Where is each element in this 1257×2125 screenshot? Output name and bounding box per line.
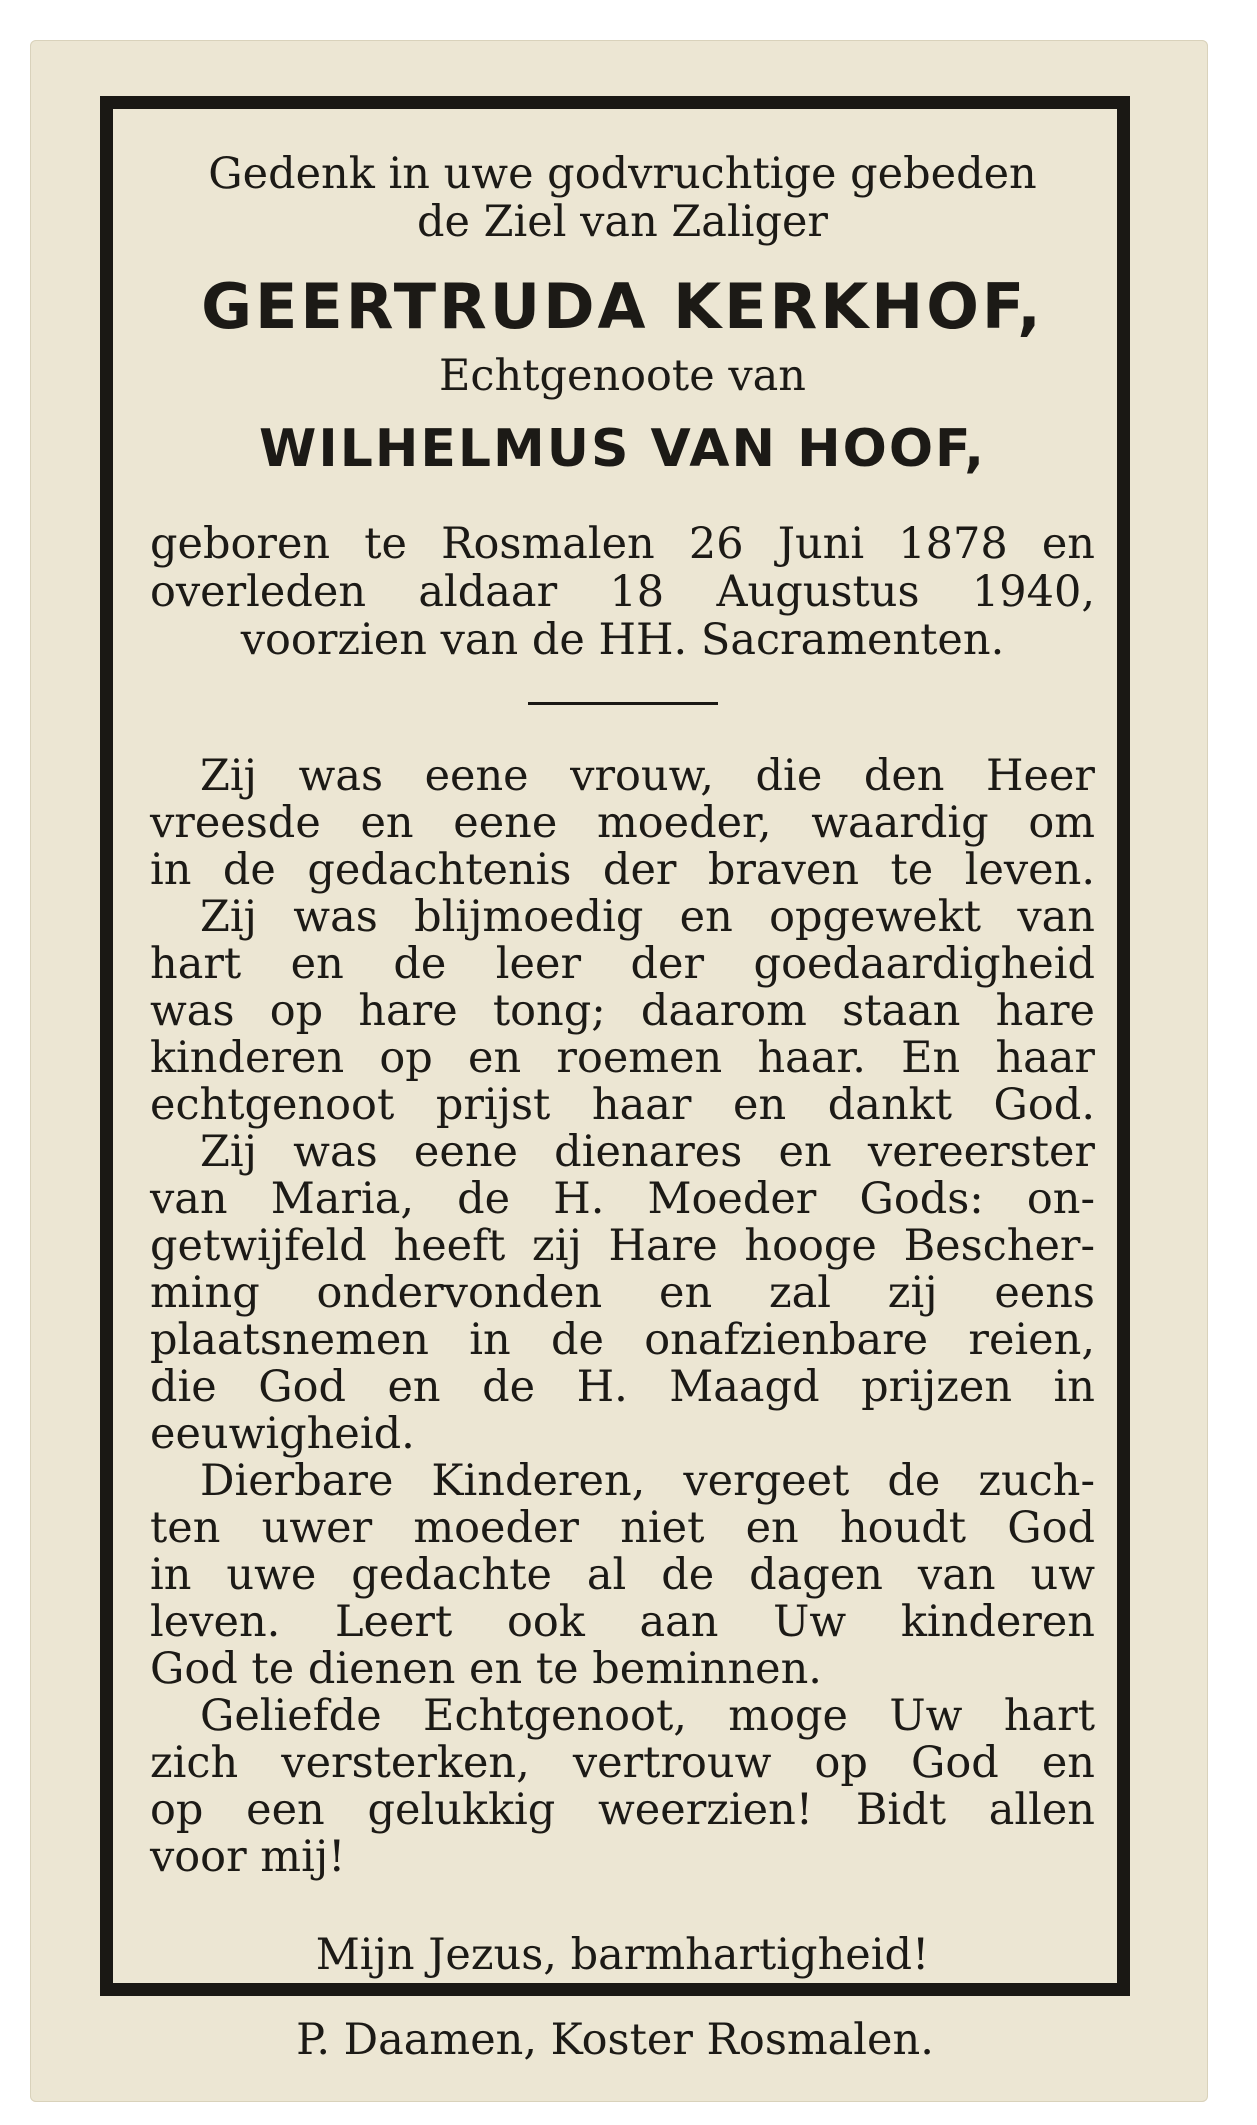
intro-line-2: de Ziel van Zaliger [417,197,828,247]
text-line: vreesde en eene moeder, waardig om [150,798,1095,848]
divider-rule [528,702,718,705]
text-line: ten uwer moeder niet en houdt God [150,1503,1095,1553]
text-line: was op hare tong; daarom staan hare [150,986,1095,1036]
text-line: Zij was blijmoedig en opgewekt van [200,892,1095,942]
text-line: plaatsnemen in de onafzienbare reien, [150,1315,1095,1365]
memorial-text [150,753,1095,1881]
intro-line-1: Gedenk in uwe godvruchtige gebeden [208,149,1037,199]
text-line: op een gelukkig weerzien! Bidt allen [150,1785,1095,1835]
text-line: Dierbare Kinderen, vergeet de zuch- [200,1456,1095,1506]
text-line: leven. Leert ook aan Uw kinderen [150,1597,1095,1647]
dates-line: overleden aldaar 18 Augustus 1940, [150,567,1095,617]
closing-prayer: Mijn Jezus, barmhartigheid! [315,1930,930,1980]
text-line: eeuwigheid. [150,1409,415,1459]
text-line: getwijfeld heeft zij Hare hooge Bescher- [150,1221,1095,1271]
spouse-label: Echtgenoote van [439,351,806,401]
text-line: kinderen op en roemen haar. En haar [150,1033,1095,1083]
text-line: Zij was eene dienares en vereerster [200,1127,1095,1177]
text-line: hart en de leer der goedaardigheid [150,939,1095,989]
text-line: zich versterken, vertrouw op God en [150,1738,1095,1788]
text-line: God te dienen en te beminnen. [150,1644,822,1694]
text-line: van Maria, de H. Moeder Gods: on- [150,1174,1095,1224]
card-content [150,150,1095,1979]
text-line: die God en de H. Maagd prijzen in [150,1362,1095,1412]
text-line: ming ondervonden en zal zij eens [150,1268,1095,1318]
spouse-name: WILHELMUS VAN HOOF, [259,419,986,479]
text-line: voor mij! [150,1832,346,1882]
text-line: echtgenoot prijst haar en dankt God. [150,1080,1095,1130]
dates-block [150,520,1095,664]
text-line: in de gedachtenis der braven te leven. [150,845,1095,895]
dates-line: voorzien van de HH. Sacramenten. [240,615,1005,665]
deceased-name: GEERTRUDA KERKHOF, [201,270,1044,343]
text-line: Zij was eene vrouw, die den Heer [200,751,1095,801]
text-line: in uwe gedachte al de dagen van uw [150,1550,1095,1600]
text-line: Geliefde Echtgenoot, moge Uw hart [200,1691,1095,1741]
dates-line: geboren te Rosmalen 26 Juni 1878 en [150,519,1095,569]
printer-credit: P. Daamen, Koster Rosmalen. [296,2015,934,2065]
